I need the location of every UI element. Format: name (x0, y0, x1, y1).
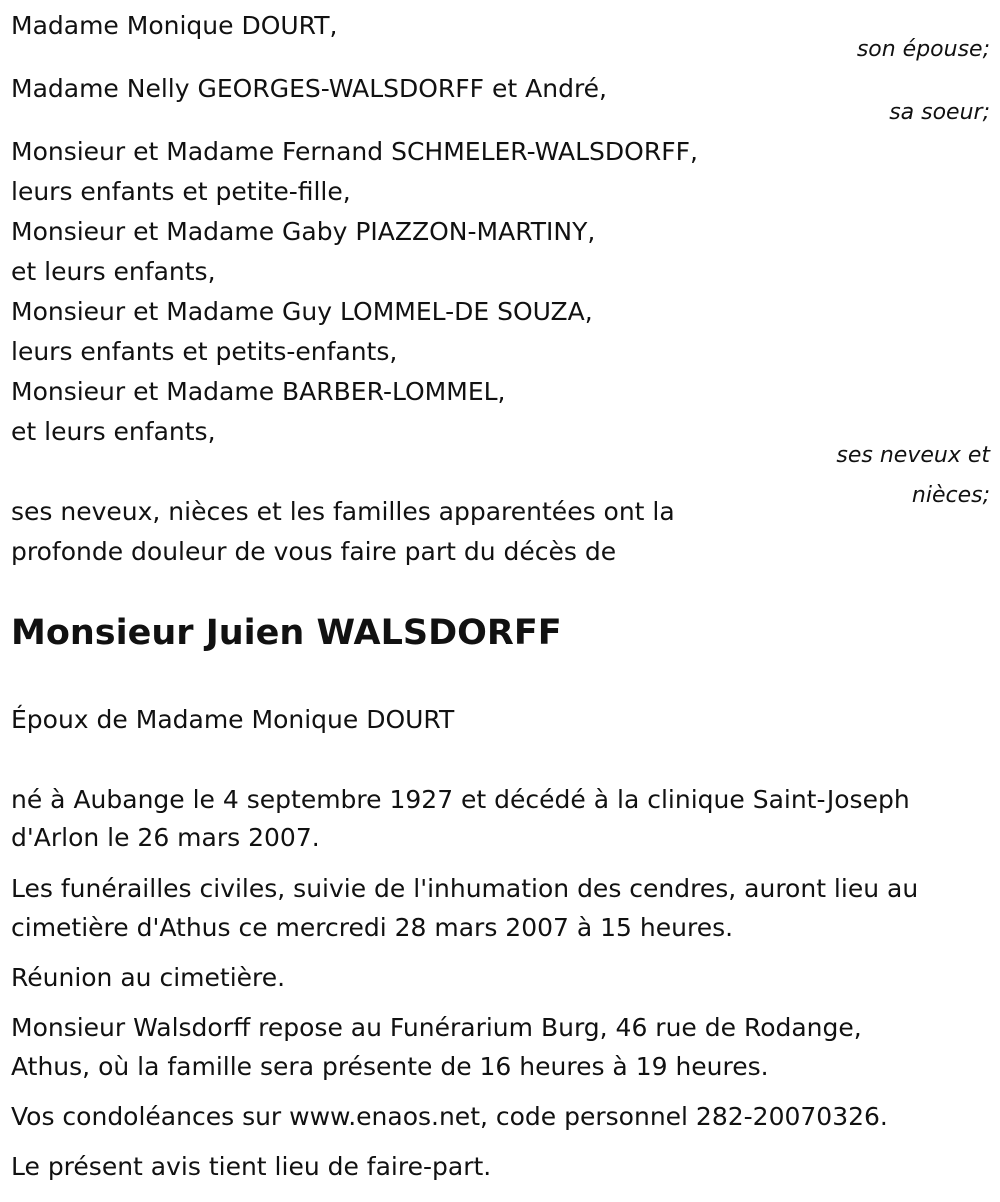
spouse-line: Époux de Madame Monique DOURT (11, 705, 455, 734)
family-line-spouse: Madame Monique DOURT, (11, 11, 338, 40)
family-group-line: Monsieur et Madame Fernand SCHMELER-WALSDORFF, (11, 137, 698, 166)
family-line-sister: Madame Nelly GEORGES-WALSDORFF et André, (11, 74, 607, 103)
birth-death-line: d'Arlon le 26 mars 2007. (11, 823, 320, 852)
role-sister: sa soeur; (889, 100, 990, 125)
funeral-line: Les funérailles civiles, suivie de l'inhumation des cendres, auront lieu au (11, 874, 919, 903)
announcement-line: profonde douleur de vous faire part du décès de (11, 537, 617, 566)
role-nephews: ses neveux et (836, 443, 990, 468)
family-group-line: Monsieur et Madame Gaby PIAZZON-MARTINY, (11, 217, 596, 246)
condolences-line: Vos condoléances sur www.enaos.net, code personnel 282-20070326. (11, 1102, 888, 1131)
notice-line: Le présent avis tient lieu de faire-part. (11, 1152, 492, 1181)
family-group-line: leurs enfants et petits-enfants, (11, 337, 398, 366)
meeting-line: Réunion au cimetière. (11, 963, 286, 992)
funeral-line: cimetière d'Athus ce mercredi 28 mars 2007 à 15 heures. (11, 913, 734, 942)
announcement-line: ses neveux, nièces et les familles apparentées ont la (11, 497, 675, 526)
family-group-line: Monsieur et Madame Guy LOMMEL-DE SOUZA, (11, 297, 593, 326)
family-group-line: et leurs enfants, (11, 417, 216, 446)
repose-line: Monsieur Walsdorff repose au Funérarium Burg, 46 rue de Rodange, (11, 1013, 862, 1042)
repose-line: Athus, où la famille sera présente de 16 heures à 19 heures. (11, 1052, 769, 1081)
birth-death-line: né à Aubange le 4 septembre 1927 et décédé à la clinique Saint-Joseph (11, 785, 910, 814)
role-spouse: son épouse; (856, 37, 990, 62)
family-group-line: et leurs enfants, (11, 257, 216, 286)
role-nephews-cont: nièces; (911, 483, 990, 508)
family-group-line: leurs enfants et petite-fille, (11, 177, 351, 206)
family-group-line: Monsieur et Madame BARBER-LOMMEL, (11, 377, 506, 406)
deceased-name: Monsieur Juien WALSDORFF (11, 613, 562, 653)
